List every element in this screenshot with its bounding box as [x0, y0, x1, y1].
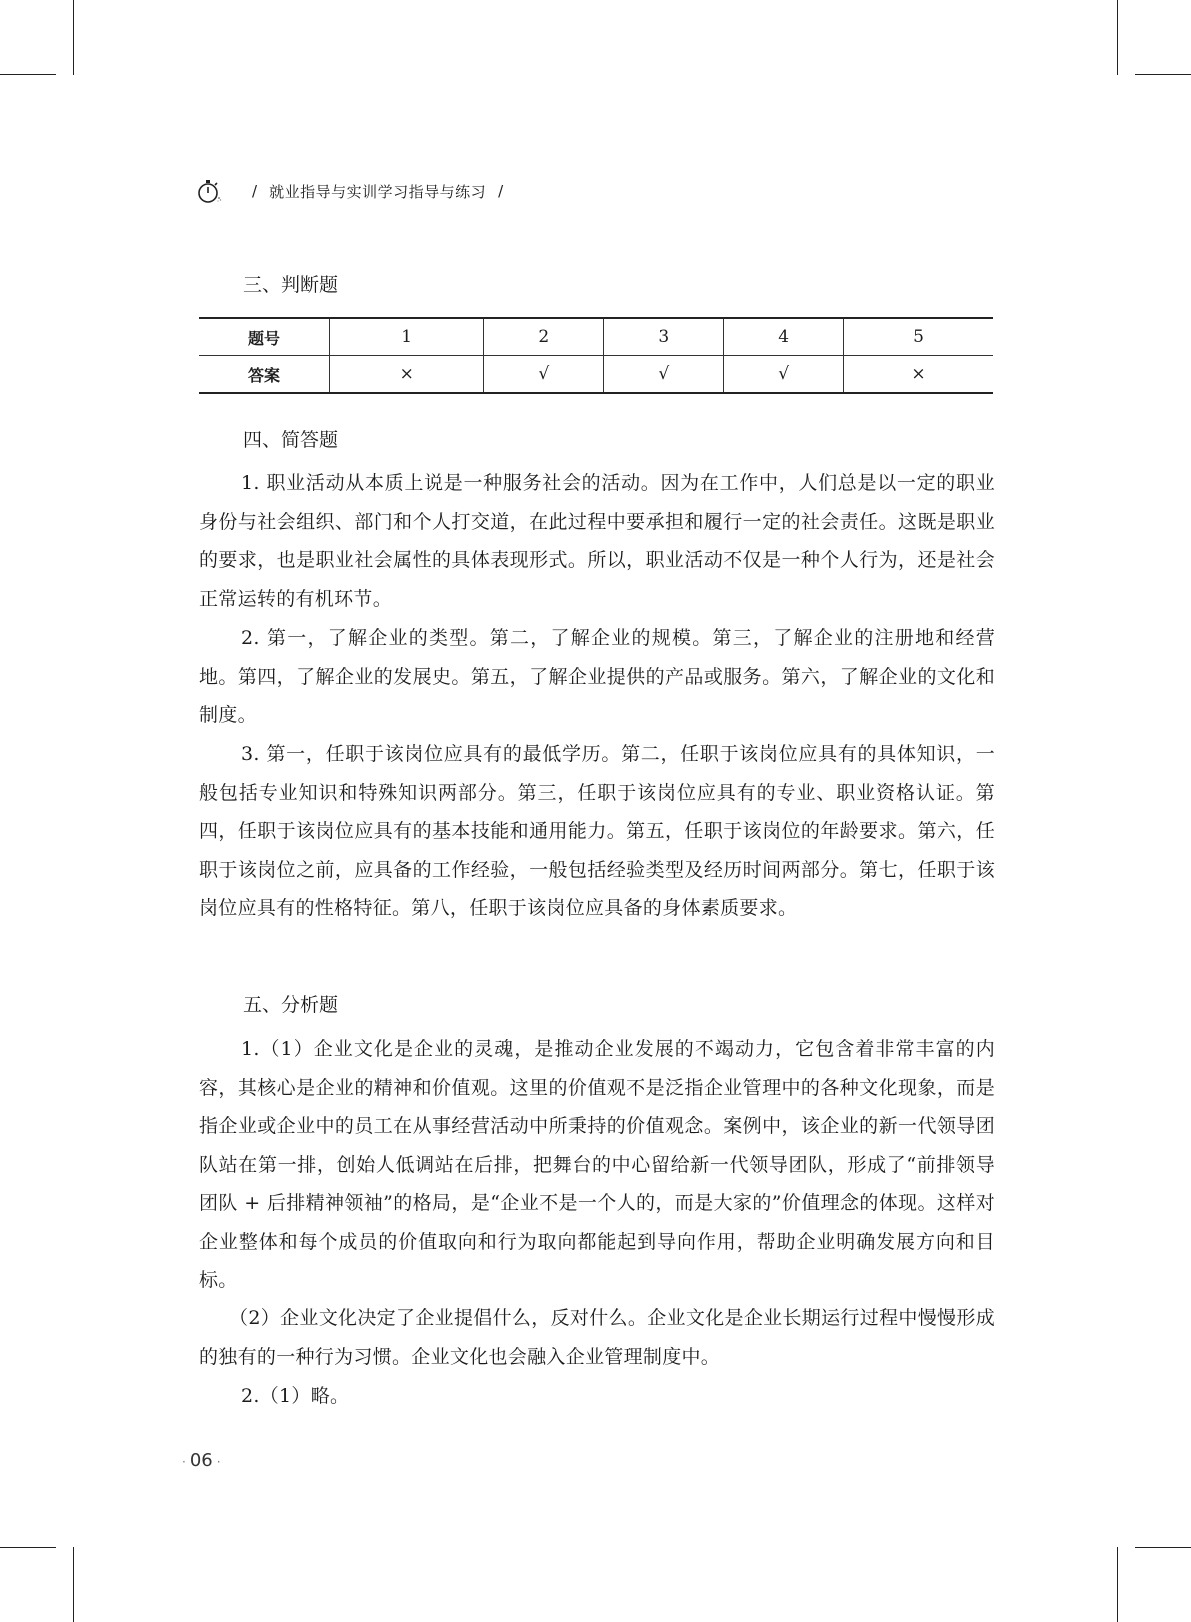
answer-paragraph: 1. 职业活动从本质上说是一种服务社会的活动。因为在工作中，人们总是以一定的职业身份与社会组织、部门和个人打交道，在此过程中要承担和履行一定的社会责任。这既是职业的要求，也是职业社会属性的具体表现形式。所以，职业活动不仅是一种个人行为，还是社会正常运转的有机环节。: [199, 472, 995, 610]
table-row: [199, 318, 993, 356]
table-cell: √: [724, 356, 844, 394]
page-number-value: 06: [189, 1450, 213, 1471]
answer-table: [199, 317, 993, 394]
table-cell: 3: [604, 318, 724, 356]
table-cell: √: [484, 356, 604, 394]
section-heading-true-false: 三、判断题: [243, 274, 339, 296]
table-cell: 1: [330, 318, 484, 356]
section-heading-analysis: 五、分析题: [243, 994, 339, 1016]
table-row: [199, 356, 993, 394]
crop-mark: [0, 1547, 56, 1548]
header-separator: /: [252, 182, 258, 200]
table-cell: ×: [911, 364, 926, 384]
crop-mark: [1117, 1547, 1118, 1622]
answer-paragraph: （2）企业文化决定了企业提倡什么，反对什么。企业文化是企业长期运行过程中慢慢形成的独有的一种行为习惯。企业文化也会融入企业管理制度中。: [199, 1307, 995, 1368]
crop-mark: [1135, 74, 1191, 75]
running-header: [196, 176, 515, 206]
page-number-dot: ·: [182, 1455, 186, 1469]
table-cell: 4: [724, 318, 844, 356]
answer-paragraph: 2. 第一，了解企业的类型。第二，了解企业的规模。第三，了解企业的注册地和经营地。第四，了解企业的发展史。第五，了解企业提供的产品或服务。第六，了解企业的文化和制度。: [199, 627, 995, 726]
page-number: [178, 1450, 225, 1471]
crop-mark: [73, 0, 74, 75]
crop-mark: [1135, 1547, 1191, 1548]
crop-mark: [0, 74, 56, 75]
table-cell: 5: [844, 318, 993, 356]
crop-mark: [1117, 0, 1118, 75]
answer-paragraph: 2.（1）略。: [241, 1385, 350, 1407]
answer-paragraph: 3. 第一，任职于该岗位应具有的最低学历。第二，任职于该岗位应具有的具体知识，一般包括专业知识和特殊知识两部分。第三，任职于该岗位应具有的专业、职业资格认证。第四，任职于该岗位应具有的基本技能和通用能力。第五，任职于该岗位的年龄要求。第六，任职于该岗位之前，应具备的工作经验，一般包括经验类型及经历时间两部分。第七，任职于该岗位应具有的性格特征。第八，任职于该岗位应具备的身体素质要求。: [199, 743, 995, 919]
table-cell: ×: [330, 356, 484, 394]
crop-mark: [73, 1547, 74, 1622]
table-cell: 2: [484, 318, 604, 356]
section-heading-short-answer: 四、简答题: [243, 429, 339, 451]
page-number-dot: ·: [216, 1455, 221, 1469]
table-row-label: 题号: [199, 318, 330, 356]
table-cell: √: [604, 356, 724, 394]
header-separator: /: [498, 182, 504, 200]
stopwatch-icon: [196, 178, 222, 204]
answer-paragraph: 1.（1）企业文化是企业的灵魂，是推动企业发展的不竭动力，它包含着非常丰富的内容，其核心是企业的精神和价值观。这里的价值观不是泛指企业管理中的各种文化现象，而是指企业或企业中的员工在从事经营活动中所秉持的价值观念。案例中，该企业的新一代领导团队站在第一排，创始人低调站在后排，把舞台的中心留给新一代领导团队，形成了“前排领导团队 + 后排精神领袖”的格局，是“企业不是一个人的，而是大家的”价值理念的体现。这样对企业整体和每个成员的价值取向和行为取向都能起到导向作用，帮助企业明确发展方向和目标。: [199, 1038, 995, 1291]
book-title: 就业指导与实训学习指导与练习: [269, 182, 487, 201]
table-row-label: 答案: [199, 356, 330, 394]
